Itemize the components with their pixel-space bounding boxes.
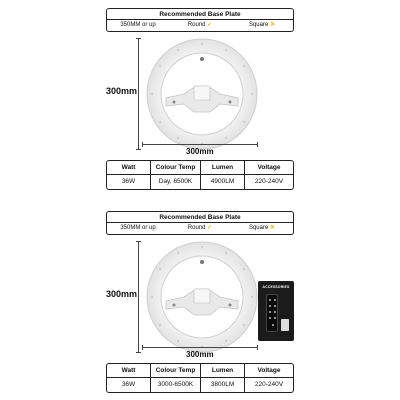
dimension-height-label: 300mm	[106, 289, 138, 299]
spec-header-colour-temp: Colour Temp	[151, 161, 201, 174]
recommended-title: Recommended Base Plate	[107, 212, 293, 223]
remote-control-icon	[266, 294, 278, 332]
square-label: Square	[248, 22, 269, 28]
square-label: Square	[248, 225, 269, 231]
accessories-box	[258, 281, 294, 341]
led-ring-module-image	[144, 239, 260, 355]
round-label: Round	[187, 225, 206, 231]
dimension-width-line	[142, 347, 258, 349]
receiver-module-icon	[281, 319, 289, 331]
dimension-height-line	[138, 241, 140, 353]
spec-value-colour-temp: Day, 6500K	[151, 175, 201, 189]
spec-header-watt: Watt	[107, 161, 151, 174]
round-label: Round	[187, 22, 206, 28]
specification-table	[106, 160, 294, 190]
spec-header-colour-temp: Colour Temp	[151, 364, 201, 377]
specification-table	[106, 363, 294, 393]
cross-icon: ✕	[270, 22, 276, 28]
spec-value-watt: 36W	[107, 378, 151, 392]
spec-value-watt: 36W	[107, 175, 151, 189]
recommended-title: Recommended Base Plate	[107, 9, 293, 20]
spec-value-voltage: 220-240V	[254, 178, 284, 185]
product-panel-2	[0, 203, 400, 400]
dimension-height-label: 300mm	[106, 86, 138, 96]
spec-value-voltage: 220-240V	[254, 381, 284, 388]
spec-value-colour-temp: 3000-6500K	[151, 378, 201, 392]
spec-value-lumen: 4900LM	[201, 175, 245, 189]
spec-value-lumen: 3800LM	[201, 378, 245, 392]
dimension-width-label: 300mm	[186, 147, 214, 156]
spec-header-voltage: Voltage	[257, 367, 281, 374]
spec-header-voltage: Voltage	[257, 164, 281, 171]
recommended-base-plate-table	[106, 8, 294, 32]
led-ring-module-image	[144, 36, 260, 152]
dimension-width-label: 300mm	[186, 350, 214, 359]
spec-header-lumen: Lumen	[201, 364, 245, 377]
spec-header-watt: Watt	[107, 364, 151, 377]
recommended-size: 350MM or up	[120, 22, 156, 28]
dimension-width-line	[142, 144, 258, 146]
accessories-title: ACCESSORIES	[262, 285, 290, 289]
dimension-height-line	[138, 38, 140, 150]
recommended-base-plate-table	[106, 211, 294, 235]
check-icon: ✓	[207, 22, 213, 28]
spec-header-lumen: Lumen	[201, 161, 245, 174]
recommended-size: 350MM or up	[120, 225, 156, 231]
check-icon: ✓	[207, 225, 213, 231]
cross-icon: ✕	[270, 225, 276, 231]
